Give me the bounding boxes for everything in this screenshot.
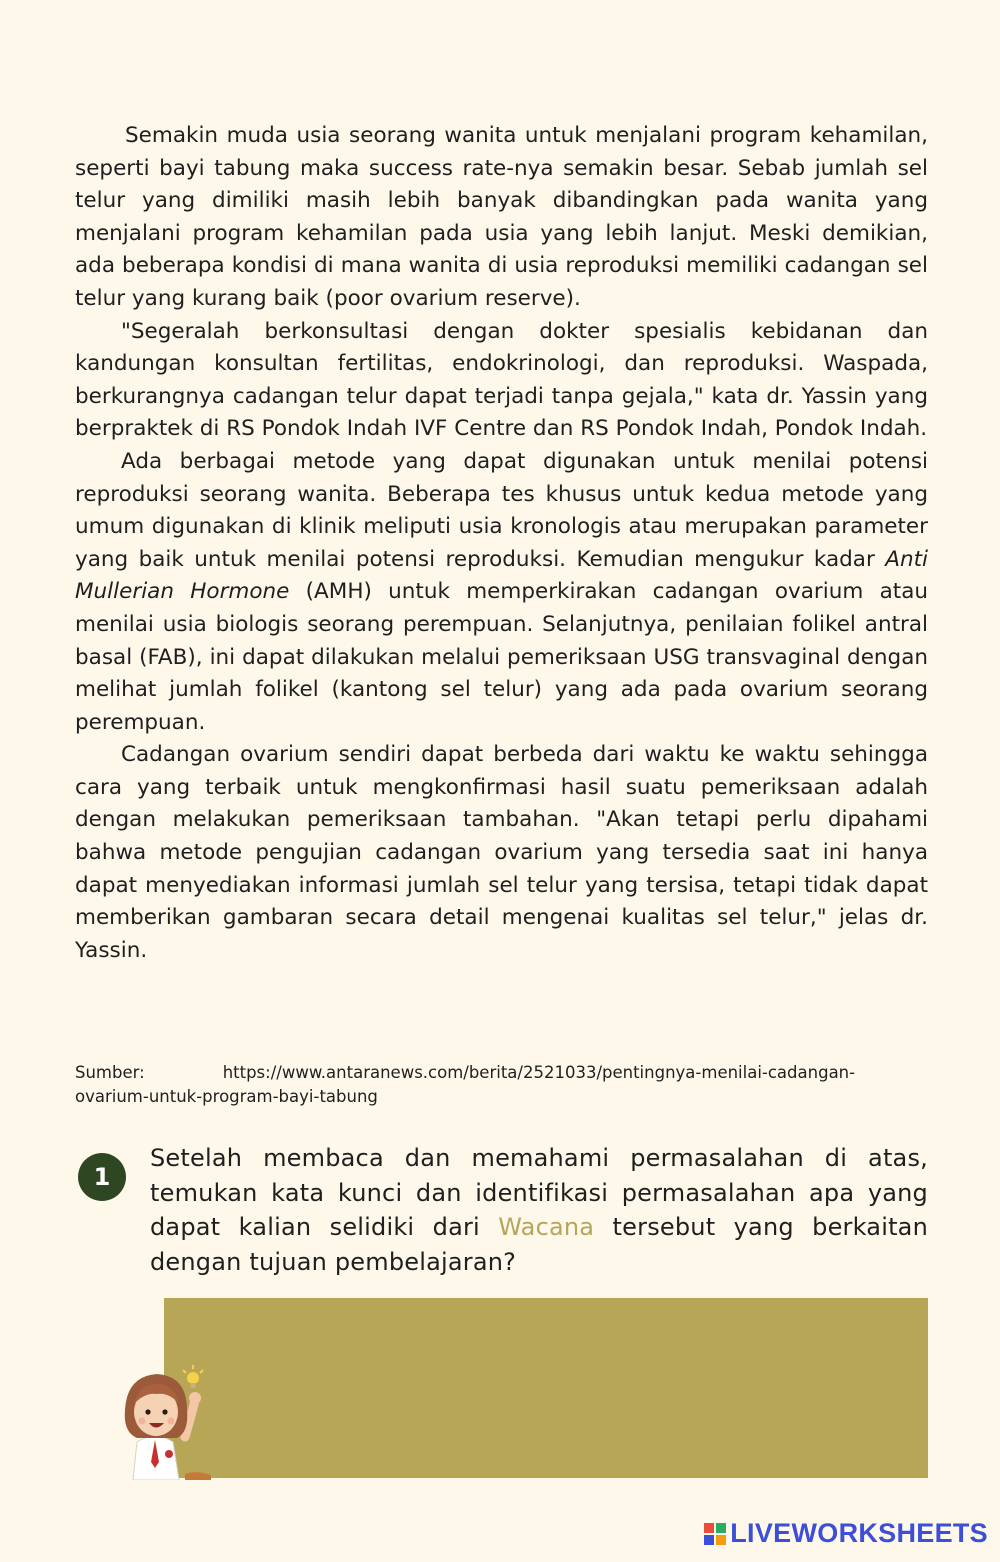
source-label: Sumber: bbox=[75, 1063, 145, 1082]
paragraph-3-start: Ada berbagai metode yang dapat digunakan untuk menilai potensi reproduksi seorang wanita. Beberapa tes khusus untuk kedua metode yang umum digunakan di klinik meliputi usia kronologis atau merupakan parameter yang baik untuk menilai potensi reproduksi. Kemudian mengukur kadar bbox=[75, 448, 928, 572]
source-url[interactable]: https://www.antaranews.com/berita/2521033/pentingnya-menilai-cadangan-ovarium-untuk-program-bayi-tabung bbox=[75, 1063, 856, 1106]
article-body bbox=[75, 120, 928, 967]
question-text-end: tersebut yang berkaitan dengan tujuan pembelajaran? bbox=[150, 1213, 929, 1276]
paragraph-4: Cadangan ovarium sendiri dapat berbeda dari waktu ke waktu sehingga cara yang terbaik untuk mengkonfirmasi hasil suatu pemeriksaan adalah dengan melakukan pemeriksaan tambahan. "Akan tetapi perlu dipahami bahwa metode pengujian cadangan ovarium yang tersedia saat ini hanya dapat menyediakan informasi jumlah sel telur yang tersisa, tetapi tidak dapat memberikan gambaran secara detail mengenai kualitas sel telur," jelas dr. Yassin. bbox=[75, 742, 928, 963]
paragraph-2: "Segeralah berkonsultasi dengan dokter spesialis kebidanan dan kandungan konsultan fertilitas, endokrinologi, dan reproduksi. Waspada, berkurangnya cadangan telur dapat terjadi tanpa gejala," kata dr. Yassin yang berpraktek di RS Pondok Indah IVF Centre dan RS Pondok Indah, Pondok Indah. bbox=[75, 318, 928, 442]
student-mascot-illustration bbox=[115, 1362, 230, 1480]
wacana-highlight: Wacana bbox=[498, 1213, 595, 1241]
brand-name: LIVEWORKSHEETS bbox=[730, 1518, 988, 1548]
answer-input-box[interactable] bbox=[164, 1298, 928, 1478]
question-text-start: Setelah membaca dan memahami permasalahan di atas, temukan kata kunci dan identifikasi permasalahan apa yang dapat kalian selidiki dari bbox=[150, 1144, 928, 1241]
liveworksheets-brand[interactable] bbox=[704, 1518, 988, 1549]
paragraph-3-end: (AMH) untuk memperkirakan cadangan ovarium atau menilai usia biologis seorang perempuan. Selanjutnya, penilaian folikel antral basal (FAB), ini dapat dilakukan melalui pemeriksaan USG transvaginal dengan melihat jumlah folikel (kantong sel telur) yang ada pada ovarium seorang perempuan. bbox=[75, 579, 928, 735]
amh-term: Anti Mullerian Hormone bbox=[75, 546, 928, 605]
question-text bbox=[150, 1141, 928, 1279]
source-citation bbox=[75, 1061, 928, 1109]
paragraph-1: Semakin muda usia seorang wanita untuk menjalani program kehamilan, seperti bayi tabung maka success rate-nya semakin besar. Sebab jumlah sel telur yang dimiliki masih lebih banyak dibandingkan pada wanita yang menjalani program kehamilan pada usia yang lebih lanjut. Meski demikian, ada beberapa kondisi di mana wanita di usia reproduksi memiliki cadangan sel telur yang kurang baik (poor ovarium reserve). bbox=[75, 123, 928, 311]
paragraph-3 bbox=[75, 446, 928, 739]
question-number-badge: 1 bbox=[78, 1153, 126, 1201]
liveworksheets-logo-icon bbox=[704, 1523, 726, 1545]
